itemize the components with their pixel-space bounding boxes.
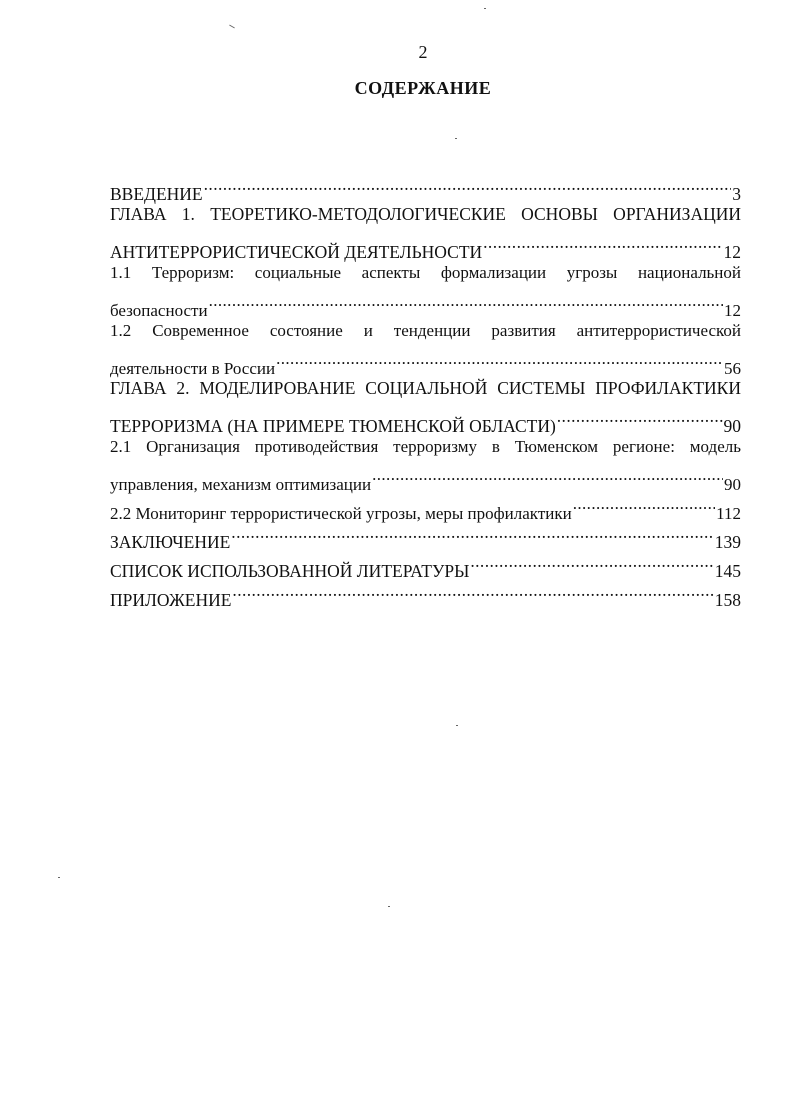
dot-leader [557, 403, 723, 432]
toc-page-number: 112 [716, 504, 741, 523]
toc-page-number: 56 [724, 359, 741, 378]
toc-entry-title: ЗАКЛЮЧЕНИЕ [110, 532, 231, 552]
scan-speck [58, 877, 60, 878]
toc-entry-title: управления, механизм оптимизации [110, 475, 372, 494]
toc-page-number: 90 [724, 475, 741, 494]
dot-leader [232, 577, 713, 606]
toc-entry-title: АНТИТЕРРОРИСТИЧЕСКОЙ ДЕЯТЕЛЬНОСТИ [110, 242, 483, 262]
toc-page-number: 12 [724, 301, 741, 320]
toc-page-number: 158 [714, 590, 741, 610]
toc-entry-title-line: 1.2 Современное состояние и тенденции развития антитеррористической [110, 321, 741, 340]
dot-leader [483, 229, 722, 258]
toc-line [110, 345, 741, 378]
toc-page-number: 90 [723, 416, 741, 436]
dot-leader [231, 519, 713, 548]
dot-leader [470, 548, 713, 577]
scan-speck [455, 138, 457, 139]
dot-leader [573, 490, 715, 519]
toc-entry-section-1-1[interactable] [110, 258, 741, 320]
dot-leader [372, 461, 723, 490]
scan-speck [484, 8, 486, 9]
toc-line [110, 171, 741, 204]
toc-entry-title: ТЕРРОРИЗМА (НА ПРИМЕРЕ ТЮМЕНСКОЙ ОБЛАСТИ) [110, 416, 556, 436]
dot-leader [204, 171, 732, 200]
toc-line [110, 461, 741, 494]
scan-speck [229, 25, 235, 29]
page-title: СОДЕРЖАНИЕ [354, 78, 492, 98]
toc-entry-section-2-1[interactable] [110, 432, 741, 494]
toc-page-number: 12 [723, 242, 741, 262]
toc-page-number: 139 [714, 532, 741, 552]
toc-line [110, 432, 741, 461]
toc-line [110, 229, 741, 262]
toc-line [110, 374, 741, 403]
scan-speck [456, 725, 458, 726]
page-number: 2 [418, 42, 428, 62]
toc-page-number: 145 [714, 561, 741, 581]
toc-page-number: 3 [732, 184, 741, 204]
toc-entry-chapter-1[interactable] [110, 200, 741, 262]
toc-entry-section-1-2[interactable] [110, 316, 741, 378]
toc-entry-title-line: 1.1 Терроризм: социальные аспекты формализации угрозы национальной [110, 263, 741, 282]
toc-entry-title-line: ГЛАВА 1. ТЕОРЕТИКО-МЕТОДОЛОГИЧЕСКИЕ ОСНОВЫ ОРГАНИЗАЦИИ [110, 204, 741, 224]
dot-leader [276, 345, 723, 374]
toc-line [110, 287, 741, 320]
toc-entry-chapter-2[interactable] [110, 374, 741, 436]
toc-entry-title: безопасности [110, 301, 208, 320]
toc-entry-introduction[interactable] [110, 171, 741, 204]
toc-entry-title: ВВЕДЕНИЕ [110, 184, 203, 204]
toc-entry-title: деятельности в России [110, 359, 276, 378]
toc-line [110, 258, 741, 287]
table-of-contents [110, 171, 741, 610]
toc-line [110, 316, 741, 345]
toc-entry-title-line: ГЛАВА 2. МОДЕЛИРОВАНИЕ СОЦИАЛЬНОЙ СИСТЕМЫ ПРОФИЛАКТИКИ [110, 378, 741, 398]
toc-entry-title: ПРИЛОЖЕНИЕ [110, 590, 232, 610]
toc-line [110, 403, 741, 436]
scan-speck [388, 906, 390, 907]
toc-line [110, 200, 741, 229]
toc-entry-title: 2.2 Мониторинг террористической угрозы, меры профилактики [110, 504, 572, 523]
dot-leader [209, 287, 723, 316]
toc-entry-title-line: 2.1 Организация противодействия терроризму в Тюменском регионе: модель [110, 437, 741, 456]
toc-entry-title: СПИСОК ИСПОЛЬЗОВАННОЙ ЛИТЕРАТУРЫ [110, 561, 470, 581]
